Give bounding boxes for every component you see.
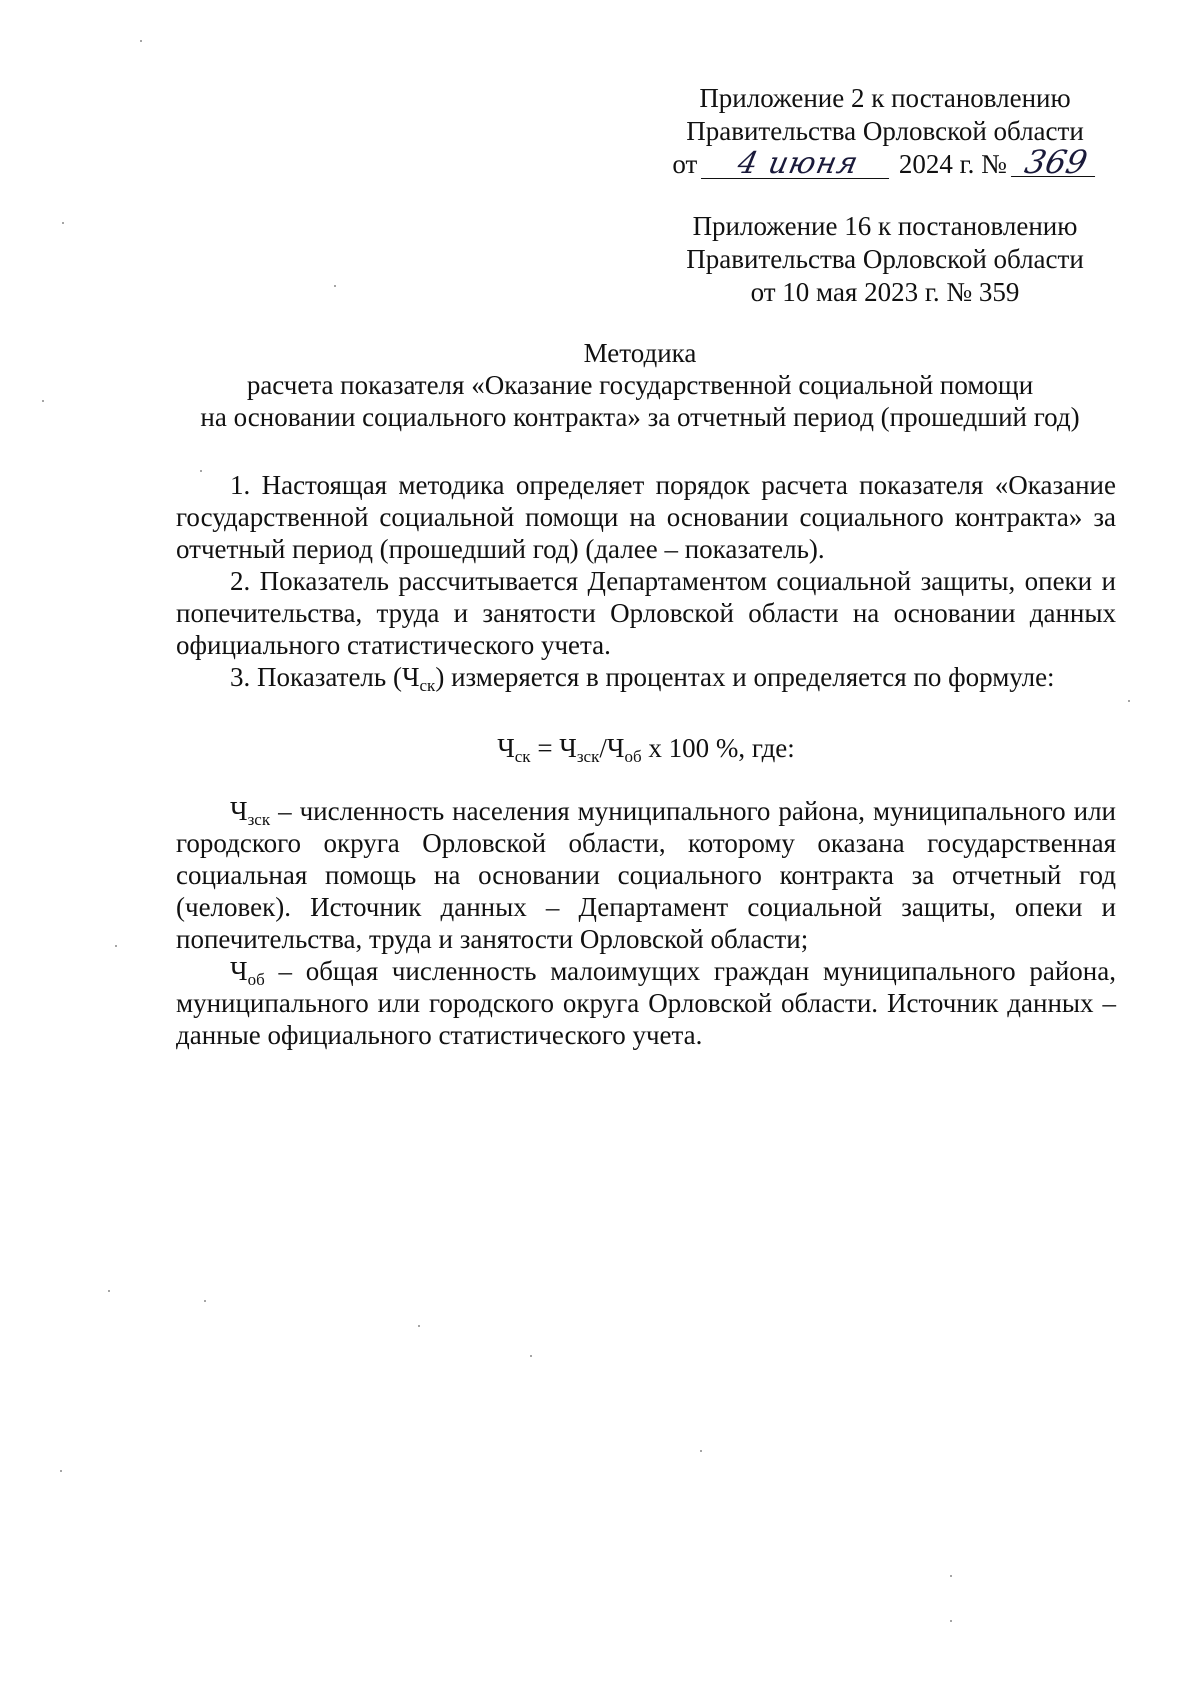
title-line1: Методика [583, 338, 697, 368]
date-year: 2024 г. № [898, 149, 1007, 179]
scan-speck [62, 222, 64, 224]
scan-speck [200, 470, 202, 472]
definition-1-text: – численность населения муниципального района, муниципального или городского округа Орловской области, которому оказана государственная социальная помощь на основании социального контракта за отчетный год (человек). Источник данных – Департамент социальной защиты, опеки и попечительства, труда и занятости Орловской области; [176, 796, 1116, 954]
scan-speck [950, 1620, 952, 1622]
body-paragraphs [176, 469, 1116, 693]
paragraph-3-end: ) измеряется в процентах и определяется по формуле: [435, 662, 1055, 692]
scan-speck [42, 400, 44, 402]
paragraph-3 [176, 661, 1116, 693]
appendix-16-line1: Приложение 16 к постановлению [692, 211, 1078, 241]
scan-speck [530, 1355, 532, 1357]
definitions [176, 795, 1116, 1051]
title-line2: расчета показателя «Оказание государственной социальной помощи [246, 370, 1034, 400]
appendix-2-line1: Приложение 2 к постановлению [699, 83, 1071, 113]
definition-2-text: – общая численность малоимущих граждан муниципального района, муниципального или городского округа Орловской области. Источник данных – данные официального статистического учета. [176, 956, 1116, 1050]
scan-speck [108, 1290, 110, 1292]
formula-symbol-2: = Ч [530, 733, 577, 763]
definition-1-symbol: Ч [230, 796, 248, 826]
formula-sub-1: ск [514, 747, 531, 766]
formula-symbol-3: /Ч [599, 733, 625, 763]
appendix-2-header [640, 82, 1130, 181]
scan-speck [950, 1575, 952, 1577]
definition-2-sub: об [247, 970, 265, 989]
scan-speck [1128, 700, 1130, 702]
formula-tail: х 100 %, где: [641, 733, 795, 763]
paragraph-2: 2. Показатель рассчитывается Департаментом социальной защиты, опеки и попечительства, труда и занятости Орловской области на основании данных официального статистического учета. [176, 566, 1116, 660]
scan-speck [418, 1325, 420, 1327]
appendix-2-date-line [640, 143, 1130, 181]
appendix-16-header [640, 210, 1130, 309]
formula [176, 732, 1116, 764]
handwritten-date: 4 июня [701, 150, 895, 179]
scan-speck [700, 1450, 702, 1452]
paragraph-3-start: 3. Показатель (Ч [230, 662, 420, 692]
formula-symbol-1: Ч [497, 733, 515, 763]
date-prefix: от [672, 149, 698, 179]
definition-1 [176, 795, 1116, 955]
formula-sub-3: об [624, 747, 642, 766]
document-title [160, 337, 1120, 433]
scan-speck [204, 1300, 206, 1302]
definition-2 [176, 955, 1116, 1051]
scan-speck [140, 40, 142, 42]
paragraph-1: 1. Настоящая методика определяет порядок расчета показателя «Оказание государственной социальной помощи на основании социального контракта» за отчетный период (прошедший год) (далее – показатель). [176, 470, 1116, 564]
definition-2-symbol: Ч [230, 956, 248, 986]
scan-speck [60, 1470, 62, 1472]
appendix-2-line2: Правительства Орловской области [686, 116, 1084, 146]
appendix-16-line3: от 10 мая 2023 г. № 359 [750, 277, 1020, 307]
handwritten-number: 369 [1011, 148, 1101, 177]
formula-sub-2: зск [576, 747, 600, 766]
definition-1-sub: зск [247, 810, 271, 829]
scan-speck [334, 285, 336, 287]
appendix-16-line2: Правительства Орловской области [686, 244, 1084, 274]
scan-speck [115, 945, 117, 947]
title-line3: на основании социального контракта» за отчетный период (прошедший год) [200, 402, 1080, 432]
paragraph-3-subscript: ск [419, 676, 436, 695]
